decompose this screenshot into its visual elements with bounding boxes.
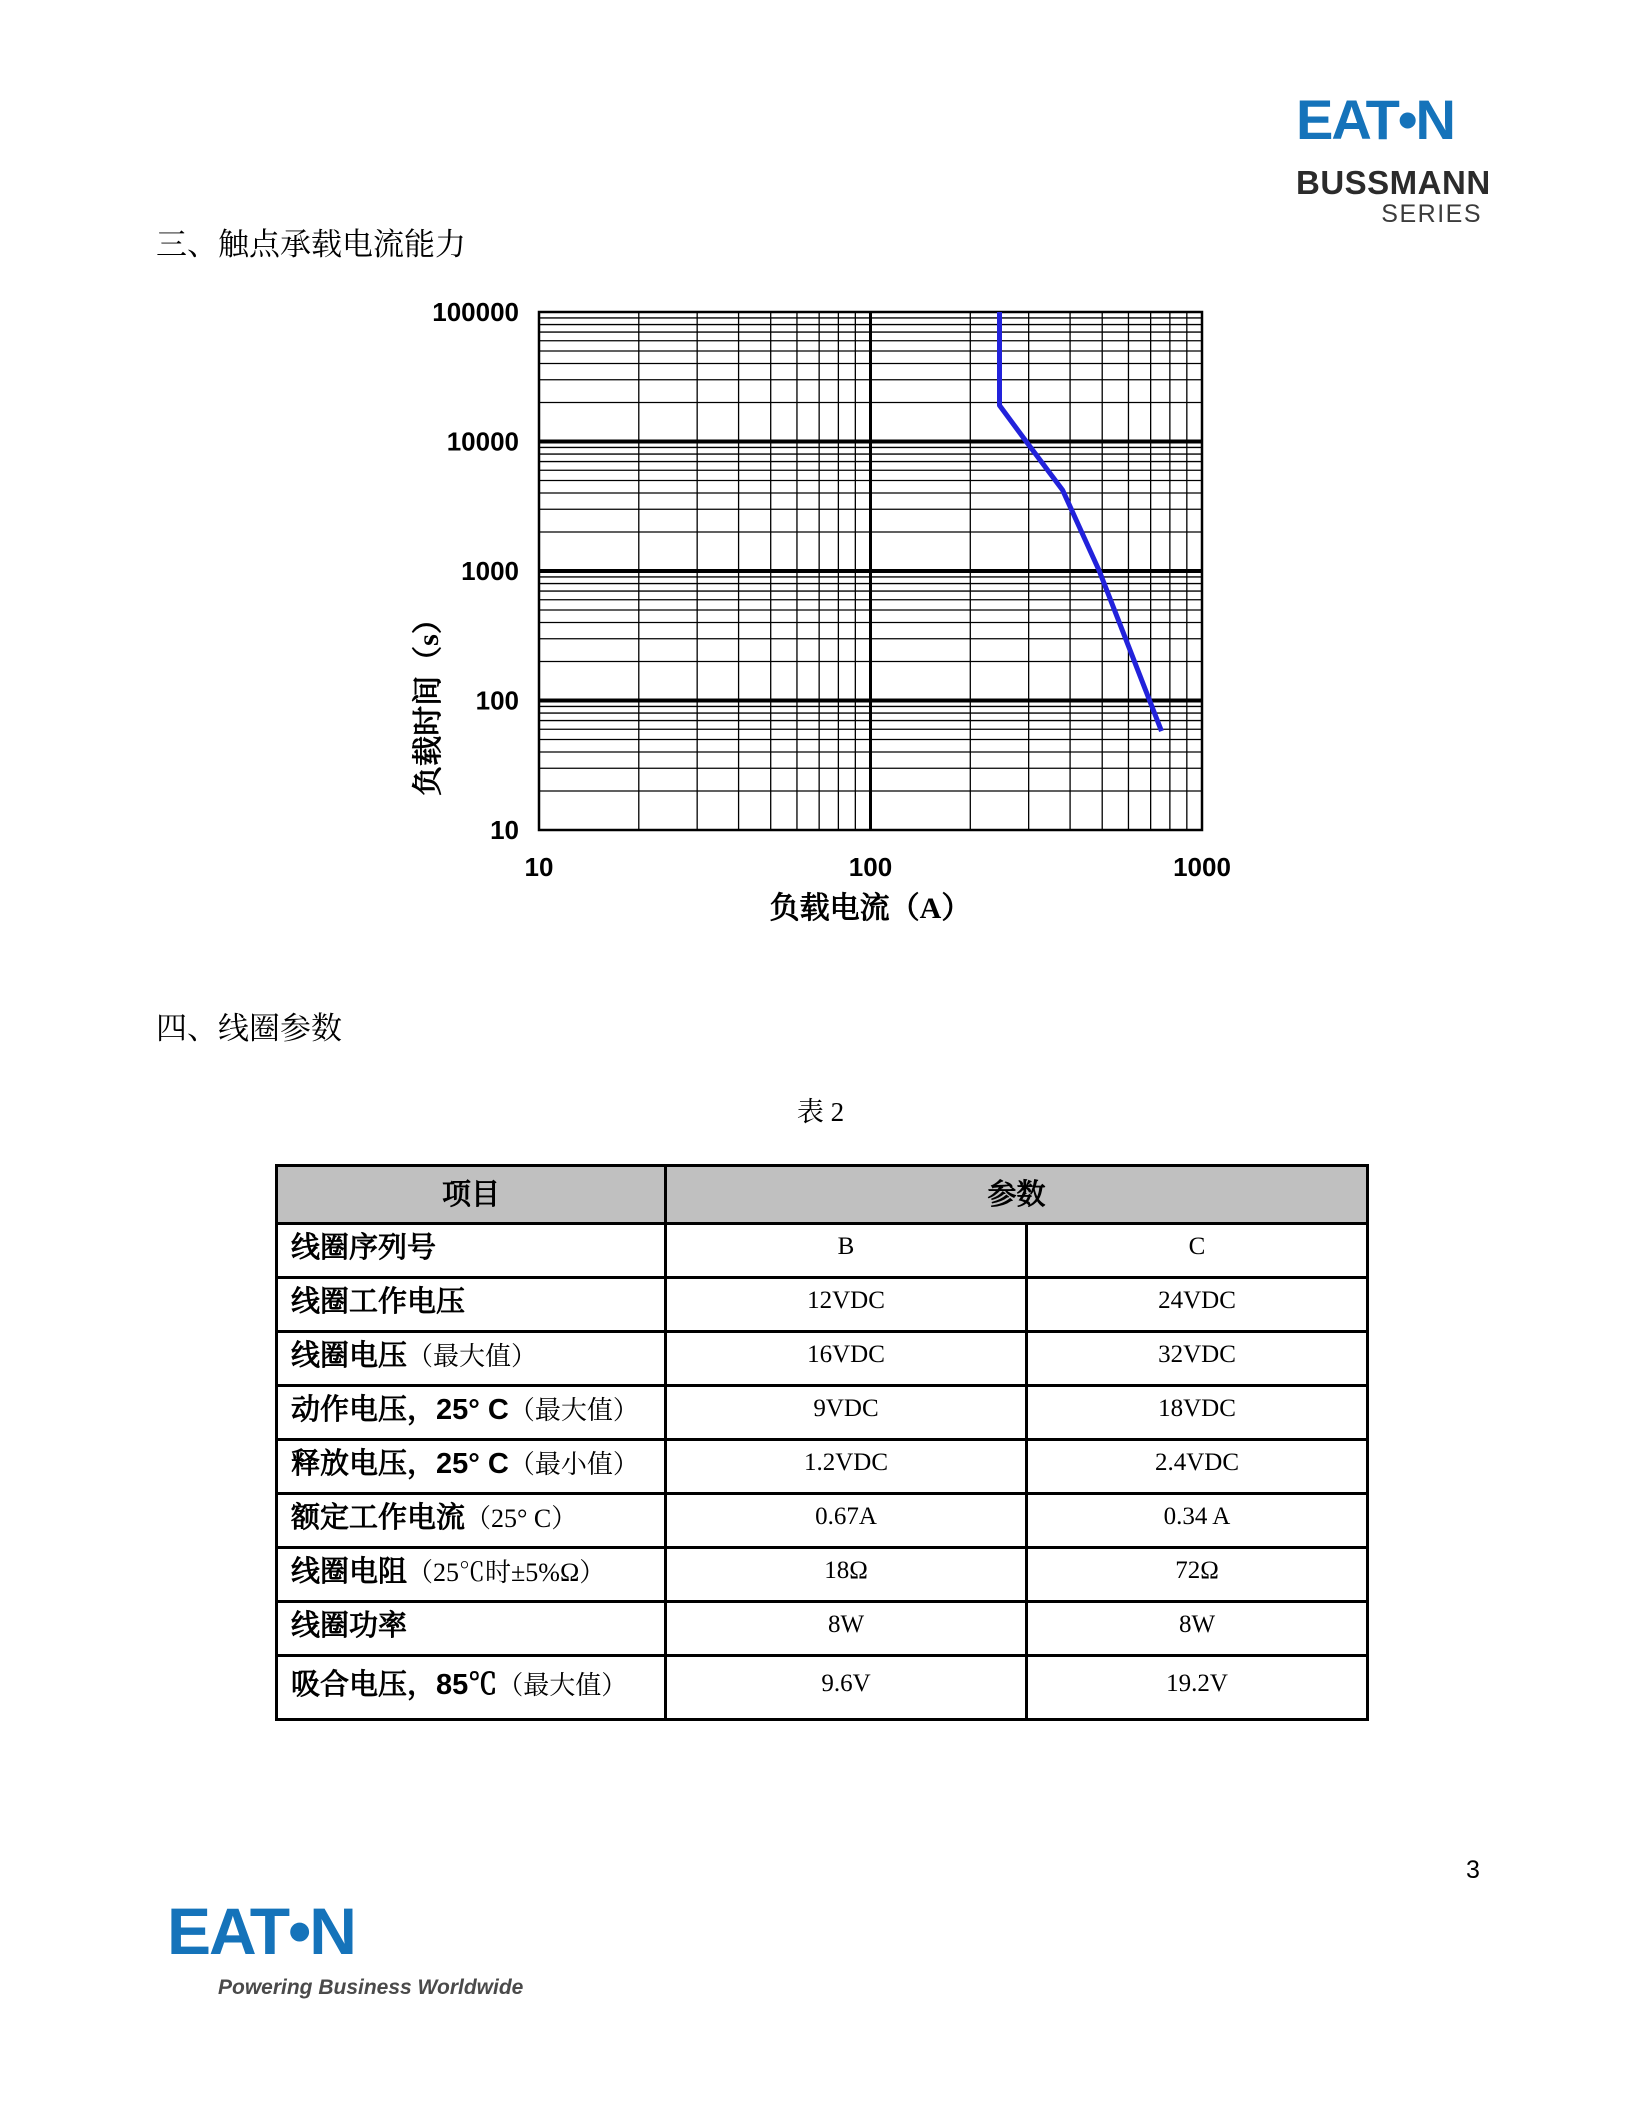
value-b: 16VDC <box>666 1332 1027 1386</box>
page-number: 3 <box>1466 1856 1480 1884</box>
value-c: 32VDC <box>1027 1332 1368 1386</box>
row-note: （最小值） <box>508 1450 639 1479</box>
row-note: （25℃时±5%Ω） <box>407 1558 606 1587</box>
table-row <box>277 1548 1368 1602</box>
value-c: 24VDC <box>1027 1278 1368 1332</box>
value-b: B <box>666 1224 1027 1278</box>
value-b: 9.6V <box>666 1656 1027 1720</box>
value-b: 1.2VDC <box>666 1440 1027 1494</box>
value-b: 8W <box>666 1602 1027 1656</box>
bussmann-wordmark: BUSSMANN <box>1296 164 1491 201</box>
row-note: （最大值） <box>508 1396 639 1425</box>
svg-text:1000: 1000 <box>461 556 519 586</box>
table-row <box>277 1494 1368 1548</box>
value-c: 0.34 A <box>1027 1494 1368 1548</box>
table-header-row <box>277 1166 1368 1224</box>
svg-text:100: 100 <box>475 685 519 716</box>
table-row <box>277 1656 1368 1720</box>
row-label: 线圈电压 <box>291 1340 408 1372</box>
table-row <box>277 1440 1368 1494</box>
value-b: 12VDC <box>666 1278 1027 1332</box>
value-b: 18Ω <box>666 1548 1027 1602</box>
row-label: 线圈功率 <box>291 1610 408 1642</box>
value-b: 9VDC <box>666 1386 1027 1440</box>
section-4-title: 四、线圈参数 <box>156 1011 342 1046</box>
table-row <box>277 1278 1368 1332</box>
svg-text:10000: 10000 <box>446 426 519 457</box>
header-item: 项目 <box>277 1166 666 1224</box>
row-label: 吸合电压，85℃ <box>291 1669 498 1701</box>
series-wordmark: SERIES <box>1381 200 1482 228</box>
row-label: 线圈电阻 <box>291 1556 408 1588</box>
row-label: 释放电压，25° C <box>291 1448 509 1480</box>
row-label: 线圈工作电压 <box>291 1286 466 1318</box>
row-label: 线圈序列号 <box>291 1232 437 1264</box>
eaton-logo: EAT•N <box>167 1894 355 1968</box>
value-c: 72Ω <box>1027 1548 1368 1602</box>
table-row <box>277 1602 1368 1656</box>
table-row <box>277 1224 1368 1278</box>
svg-text:100: 100 <box>848 852 893 882</box>
table-caption: 表 2 <box>796 1097 845 1127</box>
eaton-logo: EAT•N <box>1296 88 1454 151</box>
value-b: 0.67A <box>666 1494 1027 1548</box>
header-parameter: 参数 <box>666 1166 1368 1224</box>
load-current-chart <box>320 290 1250 938</box>
svg-text:10: 10 <box>490 815 519 845</box>
svg-text:负载电流（A）: 负载电流（A） <box>769 892 972 925</box>
table-row <box>277 1332 1368 1386</box>
row-note: （最大值） <box>497 1671 628 1700</box>
table-row <box>277 1386 1368 1440</box>
svg-text:负载时间（s）: 负载时间（s） <box>412 604 445 796</box>
row-note: （25° C） <box>465 1504 578 1533</box>
brand-block-top <box>1296 88 1496 228</box>
value-c: 19.2V <box>1027 1656 1368 1720</box>
row-note: （最大值） <box>407 1342 538 1371</box>
value-c: C <box>1027 1224 1368 1278</box>
load-current-chart-svg <box>320 290 1250 938</box>
row-label: 额定工作电流 <box>291 1502 466 1534</box>
coil-parameters-table <box>275 1164 1369 1721</box>
svg-text:10: 10 <box>524 852 554 882</box>
row-label: 动作电压，25° C <box>291 1394 509 1426</box>
value-c: 2.4VDC <box>1027 1440 1368 1494</box>
eaton-tagline: Powering Business Worldwide <box>218 1976 524 1999</box>
value-c: 18VDC <box>1027 1386 1368 1440</box>
value-c: 8W <box>1027 1602 1368 1656</box>
section-3-title: 三、触点承载电流能力 <box>156 227 466 262</box>
svg-text:100000: 100000 <box>432 297 519 327</box>
svg-text:1000: 1000 <box>1173 852 1231 882</box>
brand-block-bottom <box>167 1894 524 1999</box>
